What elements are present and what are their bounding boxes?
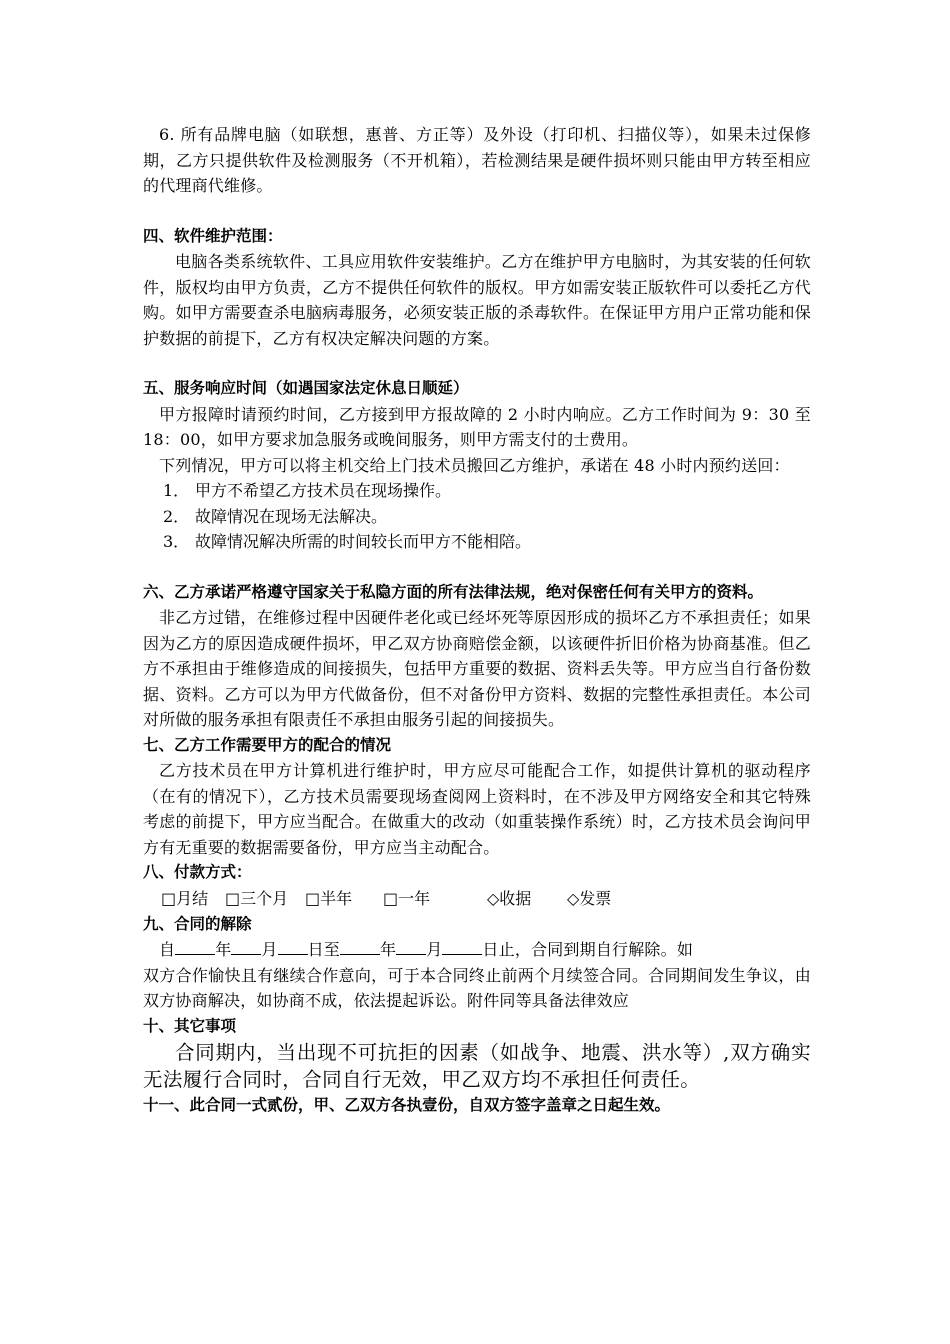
end-year-blank[interactable] xyxy=(340,937,380,955)
list-item: 1． 甲方不希望乙方技术员在现场操作。 xyxy=(163,481,452,500)
section-5-heading: 五、服务响应时间（如遇国家法定休息日顺延） xyxy=(143,379,469,397)
invoice-option[interactable]: ◇发票 xyxy=(567,888,612,908)
payment-options xyxy=(161,886,811,912)
list-item: 2． 故障情况在现场无法解决。 xyxy=(163,506,388,526)
section-9-heading: 九、合同的解除 xyxy=(143,914,252,933)
section-8-heading: 八、付款方式： xyxy=(143,863,252,881)
payment-option-monthly[interactable]: □月结 xyxy=(161,888,209,908)
section-10-heading: 十、其它事项 xyxy=(143,1016,237,1035)
section-7-body: 乙方技术员在甲方计算机进行维护时，甲方应尽可能配合工作，如提供计算机的驱动程序（在有的情况下），乙方技术员需要现场查阅网上资料时，在不涉及甲方网络安全和其它特殊考虑的前提下，甲方应当配合。在做重大的改动（如重装操作系统）时，乙方技术员会询问甲方有无重要的数据需要备份，甲方应当主动配合。 xyxy=(143,761,811,857)
start-month-blank[interactable] xyxy=(231,937,261,955)
spacer xyxy=(143,555,811,580)
section-7-heading: 七、乙方工作需要甲方的配合的情况 xyxy=(143,735,392,754)
contract-term-dates: 自 年 月 日至 年 月 日止，合同到期自行解除。如 xyxy=(143,937,811,963)
section-4-body: 电脑各类系统软件、工具应用软件安装维护。乙方在维护甲方电脑时，为其安装的任何软件，版权均由甲方负责，乙方不提供任何软件的版权。甲方如需安装正版软件可以委托乙方代购。如甲方需要查杀电脑病毒服务，必须安装正版的杀毒软件。在保证甲方用户正常功能和保护数据的前提下，乙方有权决定解决问题的方案。 xyxy=(143,252,811,348)
spacer xyxy=(143,199,811,224)
section-9-body: 双方合作愉快且有继续合作意向，可于本合同终止前两个月续签合同。合同期间发生争议，由双方协商解决，如协商不成，依法提起诉讼。附件同等具备法律效应 xyxy=(143,965,811,1010)
section-10-body: 合同期内，当出现不可抗拒的因素（如战争、地震、洪水等）,双方确实无法履行合同时，合同自行无效，甲乙双方均不承担任何责任。 xyxy=(143,1041,811,1091)
section-4-heading: 四、软件维护范围： xyxy=(143,226,283,245)
payment-option-quarterly[interactable]: □三个月 xyxy=(225,888,289,908)
section-6-heading: 六、乙方承诺严格遵守国家关于私隐方面的所有法律法规，绝对保密任何有关甲方的资料。 xyxy=(143,582,764,601)
section-5-pickup-terms: 下列情况，甲方可以将主机交给上门技术员搬回乙方维护，承诺在 48 小时内预约送回： xyxy=(159,455,790,475)
start-year-blank[interactable] xyxy=(175,937,215,955)
service-item-6: 6. 所有品牌电脑（如联想，惠普、方正等）及外设（打印机、扫描仪等），如果未过保修期，乙方只提供软件及检测服务（不开机箱），若检测结果是硬件损坏则只能由甲方转至相应的代理商代维修。 xyxy=(143,125,811,195)
section-6-body: 非乙方过错，在维修过程中因硬件老化或已经坏死等原因形成的损坏乙方不承担责任；如果因为乙方的原因造成硬件损坏，甲乙双方协商赔偿金额，以该硬件折旧价格为协商基准。但乙方不承担由于维修造成的间接损失，包括甲方重要的数据、资料丢失等。甲方应当自行备份数据、资料。乙方可以为甲方代做备份，但不对备份甲方资料、数据的完整性承担责任。本公司对所做的服务承担有限责任不承担由服务引起的间接损失。 xyxy=(143,608,811,729)
payment-option-yearly[interactable]: □一年 xyxy=(383,888,431,908)
payment-option-half-year[interactable]: □半年 xyxy=(305,888,353,908)
section-5-response-time: 甲方报障时请预约时间，乙方接到甲方报故障的 2 小时内响应。乙方工作时间为 9：30 至 18：00，如甲方要求加急服务或晚间服务，则甲方需支付的士费用。 xyxy=(143,404,811,449)
start-day-blank[interactable] xyxy=(278,937,308,955)
end-day-blank[interactable] xyxy=(442,937,482,955)
contract-body xyxy=(143,122,811,1119)
list-item: 3． 故障情况解决所需的时间较长而甲方不能相陪。 xyxy=(163,532,532,551)
section-11-heading: 十一、此合同一式贰份，甲、乙双方各执壹份，自双方签字盖章之日起生效。 xyxy=(143,1096,671,1114)
end-month-blank[interactable] xyxy=(396,937,426,955)
receipt-option[interactable]: ◇收据 xyxy=(487,888,532,908)
spacer xyxy=(143,351,811,376)
